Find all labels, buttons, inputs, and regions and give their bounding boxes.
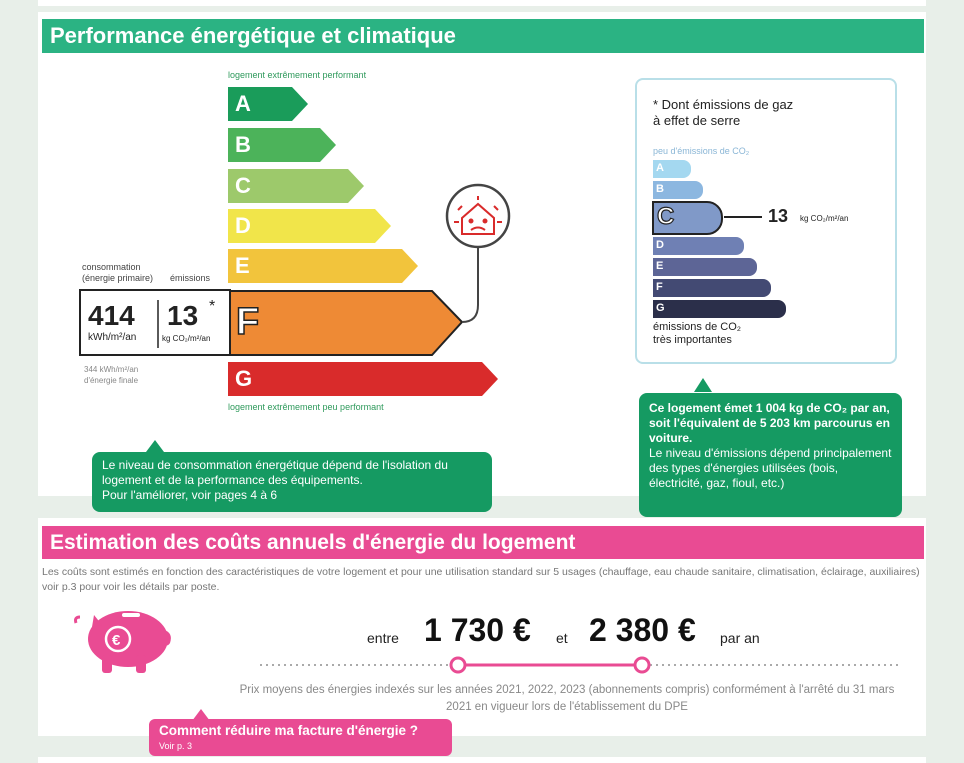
cost-min-marker	[451, 658, 465, 672]
energy-callout-link[interactable]: Pour l'améliorer, voir pages 4 à 6	[102, 488, 278, 502]
emissions-header: émissions	[170, 273, 211, 283]
ghg-letter-f: F	[656, 281, 663, 293]
energy-letter-b: B	[235, 132, 251, 157]
costs-and-label: et	[556, 630, 568, 646]
ghg-bar-d	[653, 237, 744, 255]
emissions-unit: kg CO₂/m²/an	[162, 334, 211, 343]
ghg-letter-a: A	[656, 162, 664, 174]
ghg-callout	[639, 393, 902, 517]
ghg-unit: kg CO₂/m²/an	[800, 214, 849, 223]
costs-footnote: Prix moyens des énergies indexés sur les années 2021, 2022, 2023 (abonnements compris) conformément à l'arrêté du 31 mars 2021 en vigueur lors de l'établissement du DPE	[239, 684, 895, 713]
bottom-panel-strip	[38, 757, 926, 763]
ghg-letter-e: E	[656, 260, 664, 272]
energy-section-title: Performance énergétique et climatique	[42, 19, 924, 53]
ghg-letter-g: G	[656, 302, 665, 314]
emissions-value: 13	[167, 300, 199, 331]
costs-between-label: entre	[367, 630, 399, 646]
ghg-value: 13	[768, 206, 789, 226]
costs-max-value: 2 380 €	[589, 612, 696, 648]
costs-description: Les coûts sont estimés en fonction des caractéristiques de votre logement et pour une utilisation standard sur 5 usages (chauffage, eau chaude sanitaire, climatisation, éclairage, auxiliaires) voir p.3 pour voir les détails par poste.	[42, 566, 920, 593]
costs-per-year: par an	[720, 630, 760, 646]
cta-sub[interactable]: Voir p. 3	[159, 741, 193, 751]
energy-letter-g: G	[235, 366, 253, 391]
ghg-title: * Dont émissions de gaz à effet de serre	[653, 97, 794, 128]
svg-text:€: €	[112, 632, 121, 649]
ghg-callout-bold: Ce logement émet 1 004 kg de CO₂ par an, soit l'équivalent de 5 203 km parcourus en voiture.	[649, 401, 890, 445]
ghg-bottom-label: émissions de CO₂ très importantes	[653, 321, 742, 346]
energy-letter-c: C	[235, 173, 251, 198]
energy-letter-e: E	[235, 253, 250, 278]
ghg-callout-arrow	[694, 378, 712, 392]
cost-range-bar	[250, 655, 910, 675]
ghg-bar-g	[653, 300, 786, 318]
costs-min-value: 1 730 €	[424, 612, 531, 648]
energy-letter-d: D	[235, 213, 251, 238]
ghg-top-label: peu d'émissions de CO₂	[653, 146, 750, 156]
emissions-star: *	[209, 298, 216, 315]
cta-title: Comment réduire ma facture d'énergie ?	[159, 723, 419, 738]
energy-bottom-label: logement extrêmement peu performant	[228, 402, 384, 412]
ghg-bar-f	[653, 279, 771, 297]
consumption-header: consommation (énergie primaire)	[82, 262, 154, 283]
consumption-value: 414	[88, 300, 135, 331]
energy-letter-f: F	[236, 301, 260, 343]
ghg-callout-text: Le niveau d'émissions dépend principalement des types d'énergies utilisées (bois, électricité, gaz, fioul, etc.)	[649, 446, 892, 490]
ghg-bar-e	[653, 258, 757, 276]
reduce-bill-button[interactable]	[149, 719, 452, 756]
ghg-letter-b: B	[656, 183, 664, 195]
energy-top-label: logement extrêmement performant	[228, 70, 367, 80]
costs-section-title: Estimation des coûts annuels d'énergie du logement	[42, 526, 924, 559]
consumption-unit: kWh/m²/an	[88, 332, 137, 343]
final-energy-note: 344 kWh/m²/an d'énergie finale	[84, 365, 139, 385]
piggy-bank-euro-icon	[72, 605, 178, 677]
ghg-letter-d: D	[656, 239, 664, 251]
energy-callout-text: Le niveau de consommation énergétique dépend de l'isolation du logement et de la performance des équipements.	[102, 458, 448, 487]
ghg-letter-c: C	[657, 203, 675, 230]
cost-max-marker	[635, 658, 649, 672]
energy-letter-a: A	[235, 91, 251, 116]
